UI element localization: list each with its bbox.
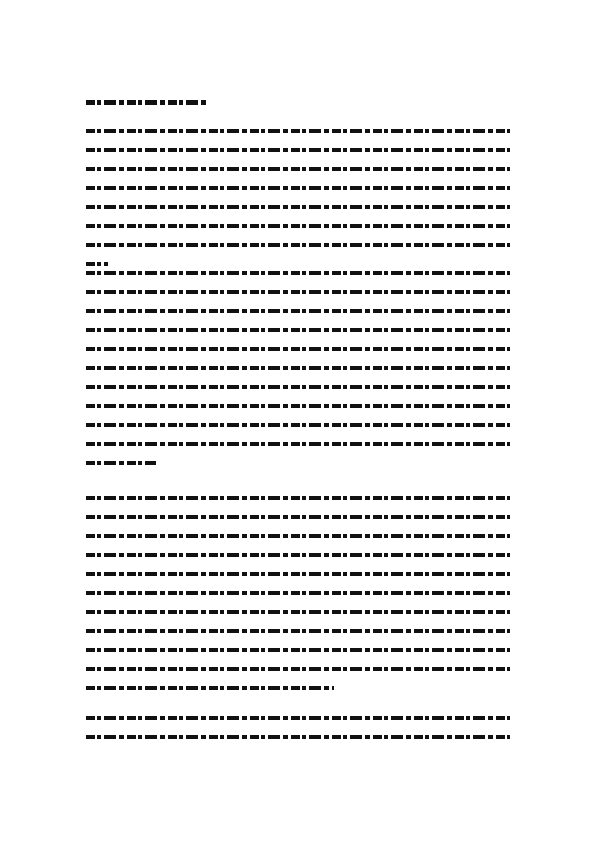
text-line bbox=[86, 129, 510, 133]
text-line bbox=[86, 442, 510, 446]
text-line bbox=[86, 610, 510, 614]
text-line bbox=[86, 515, 510, 519]
text-line bbox=[86, 224, 510, 228]
text-line bbox=[86, 534, 510, 538]
text-line bbox=[86, 366, 510, 370]
paragraph-1 bbox=[86, 129, 510, 281]
text-line bbox=[86, 423, 510, 427]
heading-text-line bbox=[86, 100, 206, 105]
text-line bbox=[86, 186, 510, 190]
text-line bbox=[86, 148, 510, 152]
text-line bbox=[86, 205, 510, 209]
text-line bbox=[86, 572, 510, 576]
text-line bbox=[86, 271, 510, 275]
text-line bbox=[86, 686, 334, 690]
text-line bbox=[86, 243, 510, 247]
paragraph-4 bbox=[86, 716, 510, 754]
text-line bbox=[86, 496, 510, 500]
text-line bbox=[86, 167, 510, 171]
text-line bbox=[86, 629, 510, 633]
text-line bbox=[86, 735, 510, 739]
text-line bbox=[86, 347, 510, 351]
text-line bbox=[86, 591, 510, 595]
text-line bbox=[86, 461, 156, 465]
text-line bbox=[86, 262, 108, 266]
text-line bbox=[86, 404, 510, 408]
section-heading bbox=[86, 100, 206, 108]
text-line bbox=[86, 290, 510, 294]
text-line bbox=[86, 553, 510, 557]
text-line bbox=[86, 667, 510, 671]
text-line bbox=[86, 716, 510, 720]
text-line bbox=[86, 385, 510, 389]
text-line bbox=[86, 309, 510, 313]
paragraph-3 bbox=[86, 496, 510, 705]
paragraph-2 bbox=[86, 271, 510, 480]
text-line bbox=[86, 328, 510, 332]
text-line bbox=[86, 648, 510, 652]
